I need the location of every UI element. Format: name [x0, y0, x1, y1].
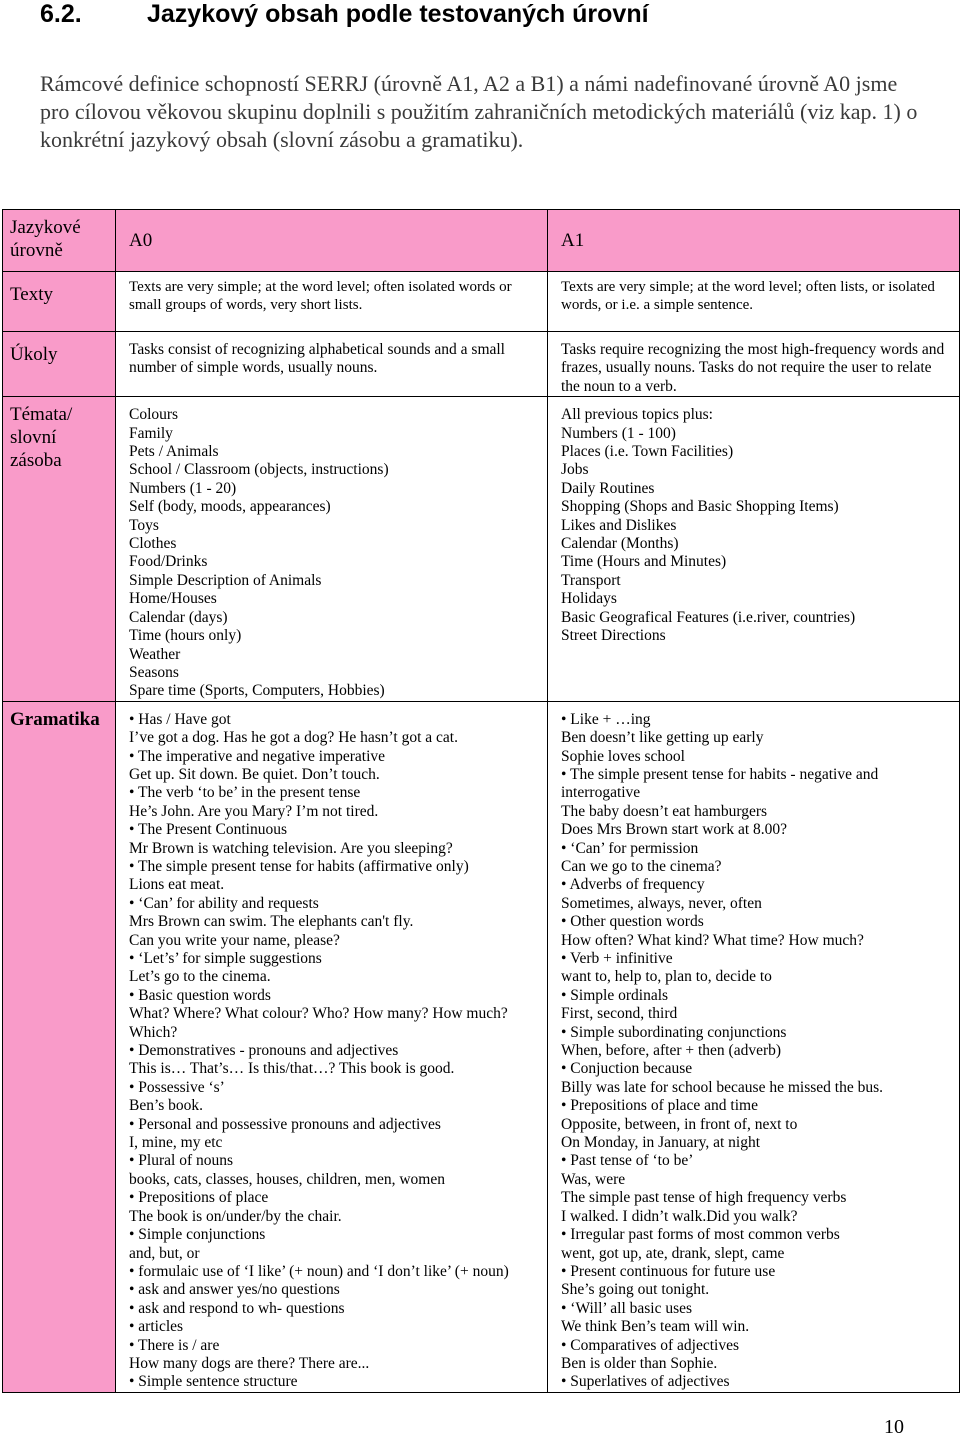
- list-item: Home/Houses: [129, 590, 217, 608]
- cell-a0-texty: [116, 272, 548, 332]
- list-item: We think Ben’s team will win.: [561, 1318, 750, 1336]
- list-item: Ben is older than Sophie.: [561, 1354, 718, 1372]
- row-label-ukoly: Úkoly: [3, 332, 116, 397]
- list-item: • The simple present tense for habits - negative and: [561, 765, 879, 783]
- list-item: Jobs: [561, 461, 589, 479]
- list-item: • Personal and possessive pronouns and adjectives: [129, 1115, 441, 1133]
- list-item: interrogative: [561, 784, 641, 802]
- list-item: • Simple sentence structure: [129, 1373, 298, 1391]
- row-label-texty: Texty: [3, 272, 116, 332]
- cell-a0-temata: [116, 397, 548, 702]
- list-item: • Verb + infinitive: [561, 950, 673, 967]
- cell-a1-gramatika: [548, 701, 960, 1392]
- list-item: I, mine, my etc: [129, 1134, 223, 1152]
- list-item: Time (Hours and Minutes): [561, 553, 727, 571]
- list-item: • ‘Let’s’ for simple suggestions: [129, 950, 322, 967]
- list-item: Opposite, between, in front of, next to: [561, 1115, 798, 1133]
- list-item: Sometimes, always, never, often: [561, 894, 762, 912]
- list-item: I’ve got a dog. Has he got a dog? He hasn’t got a cat.: [129, 729, 458, 747]
- cell-text: Texts are very simple; at the word level; often isolated words or small groups of words, very short lists.: [129, 279, 512, 314]
- list-item: Get up. Sit down. Be quiet. Don’t touch.: [129, 765, 380, 783]
- list-item: When, before, after + then (adverb): [561, 1042, 782, 1060]
- list-item: • Adverbs of frequency: [561, 876, 705, 894]
- list-item: • The simple present tense for habits (affirmative only): [129, 857, 469, 875]
- list-item: Lions eat meat.: [129, 876, 225, 894]
- list-item: Holidays: [561, 590, 617, 608]
- list-item: The simple past tense of high frequency verbs: [561, 1189, 847, 1207]
- list-item: Colours: [129, 406, 179, 424]
- list-item: books, cats, classes, houses, children, men, women: [129, 1170, 445, 1188]
- list-item: • Simple ordinals: [561, 986, 669, 1004]
- list-item: Family: [129, 424, 173, 442]
- list-item: Calendar (Months): [561, 535, 679, 553]
- list-item: • Irregular past forms of most common verbs: [561, 1226, 840, 1244]
- table-header-row: [3, 210, 960, 272]
- list-item: How many dogs are there? There are...: [129, 1354, 370, 1372]
- list-item: Shopping (Shops and Basic Shopping Items): [561, 498, 839, 516]
- list-item: Places (i.e. Town Facilities): [561, 443, 734, 461]
- language-levels-table: [2, 209, 960, 1393]
- list-item: Let’s go to the cinema.: [129, 968, 271, 986]
- list-item: want to, help to, plan to, decide to: [561, 968, 772, 986]
- row-label-gramatika: Gramatika: [3, 701, 116, 1392]
- table-row: [3, 332, 960, 397]
- list-item: • Other question words: [561, 913, 704, 931]
- list-item: • Possessive ‘s’: [129, 1078, 225, 1096]
- list-item: Time (hours only): [129, 627, 242, 645]
- list-item: Basic Geografical Features (i.e.river, countries): [561, 608, 856, 626]
- list-item: Which?: [129, 1023, 178, 1041]
- list-item: I walked. I didn’t walk.Did you walk?: [561, 1207, 798, 1225]
- list-item: and, but, or: [129, 1244, 200, 1262]
- list-item: • ‘Can’ for permission: [561, 839, 699, 857]
- list-item: • The verb ‘to be’ in the present tense: [129, 784, 361, 802]
- list-item: went, got up, ate, drank, slept, came: [561, 1244, 785, 1262]
- cell-a1-temata: [548, 397, 960, 702]
- list-item: • Simple conjunctions: [129, 1226, 266, 1244]
- cell-text: Tasks require recognizing the most high-frequency words and frazes, usually nouns. Tasks do not require the user to relate the noun to a verb.: [561, 341, 945, 395]
- list-item: Sophie loves school: [561, 747, 685, 765]
- list-item: The book is on/under/by the chair.: [129, 1207, 342, 1225]
- list-item: Self (body, moods, appearances): [129, 498, 331, 516]
- list-item: Daily Routines: [561, 479, 655, 497]
- list-item: All previous topics plus:: [561, 406, 713, 424]
- list-item: • There is / are: [129, 1336, 220, 1354]
- list-item: Mrs Brown can swim. The elephants can't fly.: [129, 913, 414, 931]
- list-item: Likes and Dislikes: [561, 516, 677, 534]
- list-item: • ask and respond to wh- questions: [129, 1299, 345, 1317]
- list-item: • formulaic use of ‘I like’ (+ noun) and ‘I don’t like’ (+ noun): [129, 1262, 509, 1280]
- header-label-cell: Jazykové úrovně: [3, 210, 116, 272]
- list-item: On Monday, in January, at night: [561, 1134, 761, 1152]
- list-item: Transport: [561, 571, 621, 589]
- list-item: • Prepositions of place: [129, 1189, 269, 1207]
- list-item: Does Mrs Brown start work at 8.00?: [561, 821, 788, 839]
- cell-text: Tasks consist of recognizing alphabetical sounds and a small number of simple words, usually nouns.: [129, 341, 505, 377]
- list-item: • articles: [129, 1318, 184, 1336]
- cell-a1-texty: [548, 272, 960, 332]
- list-item: Mr Brown is watching television. Are you sleeping?: [129, 839, 453, 857]
- list-item: • ask and answer yes/no questions: [129, 1281, 340, 1299]
- page-number: 10: [884, 1416, 904, 1438]
- list-item: • Comparatives of adjectives: [561, 1336, 740, 1354]
- cell-a0-gramatika: [116, 701, 548, 1392]
- list-item: • Demonstratives - pronouns and adjectives: [129, 1042, 399, 1060]
- list-item: Toys: [129, 516, 159, 534]
- list-item: Calendar (days): [129, 608, 228, 626]
- cell-text: Texts are very simple; at the word level; often lists, or isolated words, or i.e. a simple sentence.: [561, 279, 935, 314]
- list-item: Numbers (1 - 100): [561, 424, 676, 442]
- list-item: Pets / Animals: [129, 443, 219, 461]
- list-item: • Superlatives of adjectives: [561, 1373, 730, 1391]
- table-row: [3, 397, 960, 702]
- list-item: What? Where? What colour? Who? How many? How much?: [129, 1005, 508, 1023]
- list-item: Clothes: [129, 535, 177, 553]
- list-item: Street Directions: [561, 627, 666, 645]
- list-item: • Basic question words: [129, 986, 271, 1004]
- list-item: Seasons: [129, 663, 179, 681]
- list-item: Ben doesn’t like getting up early: [561, 729, 764, 747]
- section-title: Jazykový obsah podle testovaných úrovní: [147, 0, 649, 28]
- list-item: Food/Drinks: [129, 553, 208, 571]
- list-item: Weather: [129, 645, 181, 663]
- list-item: • Prepositions of place and time: [561, 1097, 758, 1115]
- list-item: School / Classroom (objects, instructions): [129, 461, 389, 479]
- section-number: 6.2.: [40, 0, 82, 28]
- list-item: • The imperative and negative imperative: [129, 747, 386, 765]
- list-item: • Like + …ing: [561, 710, 651, 728]
- list-item: • Has / Have got: [129, 710, 231, 728]
- section-heading: [40, 0, 649, 28]
- list-item: • ‘Can’ for ability and requests: [129, 894, 319, 912]
- cell-a0-ukoly: [116, 332, 548, 397]
- intro-paragraph: Rámcové definice schopností SERRJ (úrovně A1, A2 a B1) a námi nadefinované úrovně A0 jsme pro cílovou věkovou skupinu doplnili s použitím zahraničních metodických materiálů (viz kap. 1) o konkrétní jazykový obsah (slovní zásobu a gramatiku).: [40, 71, 918, 152]
- list-item: Numbers (1 - 20): [129, 479, 237, 497]
- list-item: • Past tense of ‘to be’: [561, 1152, 694, 1170]
- level-a0-header: A0: [116, 210, 548, 272]
- list-item: • Simple subordinating conjunctions: [561, 1023, 787, 1041]
- list-item: Billy was late for school because he missed the bus.: [561, 1078, 883, 1096]
- list-item: How often? What kind? What time? How much?: [561, 931, 864, 949]
- list-item: This is… That’s… Is this/that…? This book is good.: [129, 1060, 455, 1078]
- list-item: Can we go to the cinema?: [561, 857, 722, 875]
- list-item: Simple Description of Animals: [129, 571, 322, 589]
- row-label-temata: Témata/ slovní zásoba: [3, 397, 116, 702]
- list-item: • Plural of nouns: [129, 1152, 234, 1170]
- list-item: • ‘Will’ all basic uses: [561, 1299, 693, 1317]
- level-a1-header: A1: [548, 210, 960, 272]
- table-row: [3, 701, 960, 1392]
- list-item: • Present continuous for future use: [561, 1262, 776, 1280]
- list-item: Can you write your name, please?: [129, 931, 340, 949]
- list-item: Was, were: [561, 1170, 626, 1188]
- table-row: [3, 272, 960, 332]
- list-item: • The Present Continuous: [129, 821, 287, 839]
- list-item: Ben’s book.: [129, 1097, 204, 1115]
- list-item: He’s John. Are you Mary? I’m not tired.: [129, 802, 379, 820]
- list-item: She’s going out tonight.: [561, 1281, 710, 1299]
- list-item: • Conjuction because: [561, 1060, 693, 1078]
- list-item: Spare time (Sports, Computers, Hobbies): [129, 682, 385, 700]
- list-item: First, second, third: [561, 1005, 678, 1023]
- cell-a1-ukoly: [548, 332, 960, 397]
- list-item: The baby doesn’t eat hamburgers: [561, 802, 768, 820]
